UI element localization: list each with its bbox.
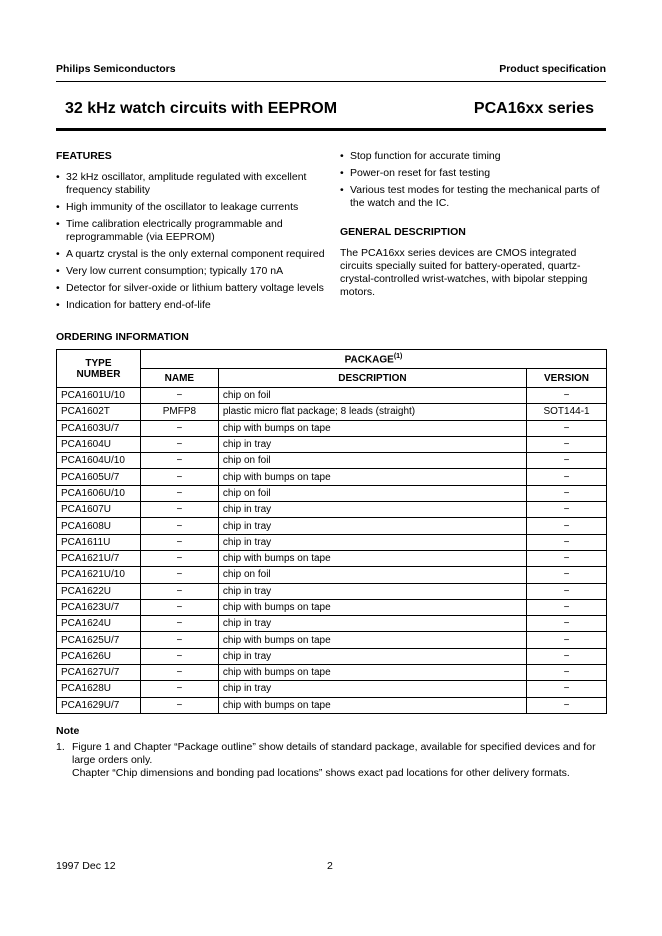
cell-description: chip on foil bbox=[218, 388, 526, 404]
cell-package-name: − bbox=[140, 485, 218, 501]
type-number-header: TYPE NUMBER bbox=[57, 350, 141, 388]
bullet-icon: • bbox=[56, 248, 60, 260]
feature-item bbox=[56, 201, 328, 214]
note-item bbox=[56, 741, 616, 780]
cell-type-number: PCA1602T bbox=[57, 404, 141, 420]
cell-package-name: − bbox=[140, 665, 218, 681]
feature-item bbox=[56, 171, 328, 197]
feature-item bbox=[56, 299, 328, 312]
cell-type-number: PCA1606U/10 bbox=[57, 485, 141, 501]
note-number: 1. bbox=[56, 741, 65, 753]
header-divider bbox=[56, 81, 606, 82]
cell-package-name: − bbox=[140, 436, 218, 452]
cell-description: chip in tray bbox=[218, 436, 526, 452]
cell-description: chip with bumps on tape bbox=[218, 697, 526, 713]
features-heading: FEATURES bbox=[56, 150, 112, 162]
table-row bbox=[57, 681, 607, 697]
cell-version: − bbox=[527, 485, 607, 501]
package-footnote-ref: (1) bbox=[393, 352, 403, 360]
cell-description: chip with bumps on tape bbox=[218, 550, 526, 566]
cell-description: chip in tray bbox=[218, 616, 526, 632]
bullet-icon: • bbox=[340, 150, 344, 162]
name-header: NAME bbox=[140, 369, 218, 388]
feature-item bbox=[340, 167, 606, 180]
table-row bbox=[57, 469, 607, 485]
cell-type-number: PCA1627U/7 bbox=[57, 665, 141, 681]
general-description-text: The PCA16xx series devices are CMOS integrated circuits specially suited for battery-operated, quartz-crystal-controlled wrist-watches, with bipolar stepping motors. bbox=[340, 247, 588, 298]
cell-package-name: − bbox=[140, 632, 218, 648]
feature-text: A quartz crystal is the only external component required bbox=[66, 248, 325, 260]
feature-text: Indication for battery end-of-life bbox=[66, 299, 211, 311]
cell-type-number: PCA1611U bbox=[57, 534, 141, 550]
ordering-info-heading: ORDERING INFORMATION bbox=[56, 331, 189, 343]
version-header: VERSION bbox=[527, 369, 607, 388]
table-row bbox=[57, 518, 607, 534]
feature-item bbox=[340, 184, 606, 210]
package-header: PACKAGE$^{(1)}$ bbox=[140, 350, 606, 369]
cell-description: chip with bumps on tape bbox=[218, 469, 526, 485]
cell-package-name: − bbox=[140, 518, 218, 534]
table-row bbox=[57, 485, 607, 501]
cell-description: chip with bumps on tape bbox=[218, 632, 526, 648]
feature-item bbox=[56, 265, 328, 278]
cell-description: chip with bumps on tape bbox=[218, 599, 526, 615]
cell-package-name: − bbox=[140, 616, 218, 632]
cell-package-name: − bbox=[140, 648, 218, 664]
cell-version: − bbox=[527, 616, 607, 632]
cell-version: − bbox=[527, 665, 607, 681]
cell-version: − bbox=[527, 550, 607, 566]
features-column-right bbox=[340, 150, 606, 299]
feature-text: Power-on reset for fast testing bbox=[350, 167, 491, 179]
feature-item bbox=[340, 150, 606, 163]
ordering-table-body bbox=[57, 388, 607, 714]
cell-version: − bbox=[527, 388, 607, 404]
table-row bbox=[57, 599, 607, 615]
cell-type-number: PCA1605U/7 bbox=[57, 469, 141, 485]
note-heading: Note bbox=[56, 725, 80, 737]
table-row bbox=[57, 550, 607, 566]
table-row bbox=[57, 534, 607, 550]
cell-package-name: − bbox=[140, 534, 218, 550]
cell-package-name: − bbox=[140, 502, 218, 518]
cell-type-number: PCA1604U/10 bbox=[57, 453, 141, 469]
cell-description: chip in tray bbox=[218, 518, 526, 534]
features-list-left bbox=[56, 171, 328, 312]
cell-description: plastic micro flat package; 8 leads (straight) bbox=[218, 404, 526, 420]
feature-text: Stop function for accurate timing bbox=[350, 150, 501, 162]
cell-package-name: − bbox=[140, 469, 218, 485]
table-row bbox=[57, 404, 607, 420]
cell-version: − bbox=[527, 599, 607, 615]
cell-type-number: PCA1622U bbox=[57, 583, 141, 599]
cell-version: − bbox=[527, 502, 607, 518]
cell-version: − bbox=[527, 567, 607, 583]
document-type: Product specification bbox=[499, 63, 606, 75]
general-description-heading: GENERAL DESCRIPTION bbox=[340, 226, 466, 238]
cell-type-number: PCA1628U bbox=[57, 681, 141, 697]
feature-text: Very low current consumption; typically 170 nA bbox=[66, 265, 284, 277]
cell-description: chip in tray bbox=[218, 648, 526, 664]
cell-type-number: PCA1604U bbox=[57, 436, 141, 452]
table-row bbox=[57, 388, 607, 404]
cell-type-number: PCA1625U/7 bbox=[57, 632, 141, 648]
cell-type-number: PCA1623U/7 bbox=[57, 599, 141, 615]
note-line-1: Figure 1 and Chapter “Package outline” show details of standard package, available for specified devices and for large orders only. bbox=[72, 741, 596, 766]
table-row bbox=[57, 665, 607, 681]
cell-version: − bbox=[527, 469, 607, 485]
cell-version: − bbox=[527, 420, 607, 436]
bullet-icon: • bbox=[56, 265, 60, 277]
table-row bbox=[57, 453, 607, 469]
bullet-icon: • bbox=[56, 201, 60, 213]
feature-text: High immunity of the oscillator to leakage currents bbox=[66, 201, 299, 213]
bullet-icon: • bbox=[56, 218, 60, 230]
cell-package-name: − bbox=[140, 453, 218, 469]
bullet-icon: • bbox=[56, 171, 60, 183]
cell-package-name: PMFP8 bbox=[140, 404, 218, 420]
cell-package-name: − bbox=[140, 599, 218, 615]
cell-description: chip with bumps on tape bbox=[218, 420, 526, 436]
cell-description: chip on foil bbox=[218, 453, 526, 469]
cell-package-name: − bbox=[140, 697, 218, 713]
table-row bbox=[57, 632, 607, 648]
cell-description: chip on foil bbox=[218, 485, 526, 501]
cell-package-name: − bbox=[140, 567, 218, 583]
cell-version: − bbox=[527, 518, 607, 534]
cell-description: chip in tray bbox=[218, 534, 526, 550]
table-row bbox=[57, 567, 607, 583]
footer-date: 1997 Dec 12 bbox=[56, 860, 116, 872]
cell-version: − bbox=[527, 453, 607, 469]
cell-type-number: PCA1601U/10 bbox=[57, 388, 141, 404]
cell-package-name: − bbox=[140, 420, 218, 436]
table-row bbox=[57, 583, 607, 599]
cell-type-number: PCA1621U/7 bbox=[57, 550, 141, 566]
ordering-table bbox=[56, 349, 607, 714]
company-name: Philips Semiconductors bbox=[56, 63, 176, 75]
cell-package-name: − bbox=[140, 550, 218, 566]
bullet-icon: • bbox=[340, 184, 344, 196]
cell-type-number: PCA1621U/10 bbox=[57, 567, 141, 583]
table-row bbox=[57, 420, 607, 436]
cell-type-number: PCA1603U/7 bbox=[57, 420, 141, 436]
features-column-left bbox=[56, 150, 328, 316]
cell-type-number: PCA1629U/7 bbox=[57, 697, 141, 713]
series-title: PCA16xx series bbox=[473, 100, 594, 117]
cell-description: chip with bumps on tape bbox=[218, 665, 526, 681]
feature-text: Time calibration electrically programmable and reprogrammable (via EEPROM) bbox=[66, 218, 283, 243]
feature-item bbox=[56, 282, 328, 295]
cell-version: − bbox=[527, 697, 607, 713]
note-line-2: Chapter “Chip dimensions and bonding pad locations” shows exact pad locations for other delivery formats. bbox=[72, 767, 570, 779]
cell-type-number: PCA1607U bbox=[57, 502, 141, 518]
description-header: DESCRIPTION bbox=[218, 369, 526, 388]
cell-description: chip on foil bbox=[218, 567, 526, 583]
cell-description: chip in tray bbox=[218, 681, 526, 697]
feature-item bbox=[56, 248, 328, 261]
cell-version: SOT144-1 bbox=[527, 404, 607, 420]
feature-text: 32 kHz oscillator, amplitude regulated with excellent frequency stability bbox=[66, 171, 307, 196]
cell-description: chip in tray bbox=[218, 583, 526, 599]
cell-type-number: PCA1626U bbox=[57, 648, 141, 664]
cell-version: − bbox=[527, 436, 607, 452]
page-title: 32 kHz watch circuits with EEPROM bbox=[65, 100, 338, 117]
title-divider bbox=[56, 128, 606, 131]
cell-type-number: PCA1624U bbox=[57, 616, 141, 632]
cell-type-number: PCA1608U bbox=[57, 518, 141, 534]
cell-package-name: − bbox=[140, 681, 218, 697]
bullet-icon: • bbox=[56, 282, 60, 294]
cell-version: − bbox=[527, 583, 607, 599]
feature-item bbox=[56, 218, 328, 244]
table-row bbox=[57, 502, 607, 518]
table-row bbox=[57, 616, 607, 632]
feature-text: Detector for silver-oxide or lithium battery voltage levels bbox=[66, 282, 324, 294]
cell-version: − bbox=[527, 632, 607, 648]
features-list-right bbox=[340, 150, 606, 210]
bullet-icon: • bbox=[56, 299, 60, 311]
note-section bbox=[56, 725, 616, 780]
table-row bbox=[57, 697, 607, 713]
page-number: 2 bbox=[327, 860, 333, 872]
cell-version: − bbox=[527, 534, 607, 550]
cell-package-name: − bbox=[140, 388, 218, 404]
cell-version: − bbox=[527, 681, 607, 697]
cell-description: chip in tray bbox=[218, 502, 526, 518]
cell-version: − bbox=[527, 648, 607, 664]
feature-text: Various test modes for testing the mechanical parts of the watch and the IC. bbox=[350, 184, 600, 209]
table-row bbox=[57, 648, 607, 664]
table-row bbox=[57, 436, 607, 452]
bullet-icon: • bbox=[340, 167, 344, 179]
cell-package-name: − bbox=[140, 583, 218, 599]
